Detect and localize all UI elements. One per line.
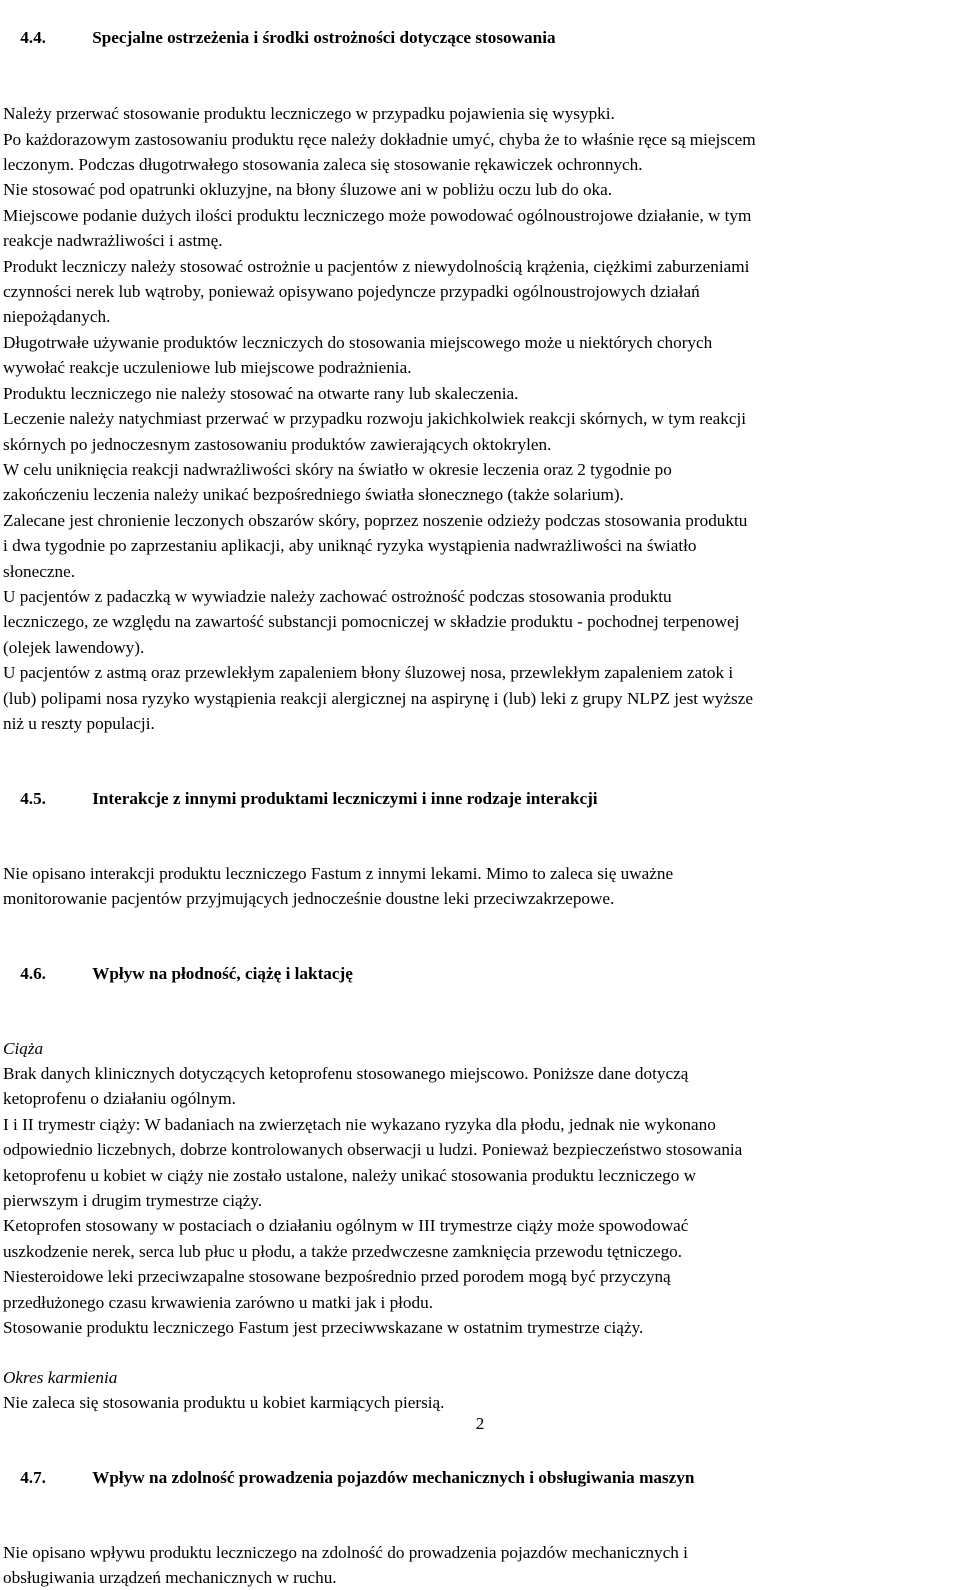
spacer — [3, 76, 953, 101]
text-line: Nie opisano wpływu produktu leczniczego na zdolność do prowadzenia pojazdów mechanicznych i — [3, 1542, 688, 1562]
section-4-7-body — [3, 1540, 953, 1590]
text-line: Długotrwałe używanie produktów leczniczych do stosowania miejscowego może u niektórych chorych — [3, 332, 713, 352]
text-line: Należy przerwać stosowanie produktu leczniczego w przypadku pojawienia się wysypki. — [3, 104, 615, 124]
text-line: Niesteroidowe leki przeciwzapalne stosowane bezpośrednio przed porodem mogą być przyczyną — [3, 1267, 671, 1287]
text-line: czynności nerek lub wątroby, ponieważ opisywano pojedyncze przypadki ogólnoustrojowych działań — [3, 282, 700, 302]
text-line: I i II trymestr ciąży: W badaniach na zwierzętach nie wykazano ryzyka dla płodu, jednak nie wykonano — [3, 1114, 716, 1134]
text-line: Stosowanie produktu leczniczego Fastum jest przeciwwskazane w ostatnim trymestrze ciąży. — [3, 1318, 644, 1338]
text-line: W celu uniknięcia reakcji nadwrażliwości skóry na światło w okresie leczenia oraz 2 tygodnie po — [3, 459, 672, 479]
spacer — [3, 911, 953, 935]
section-title: Interakcje z innymi produktami leczniczymi i inne rodzaje interakcji — [92, 788, 598, 808]
text-line: (lub) polipami nosa ryzyko wystąpienia reakcji alergicznej na aspirynę i (lub) leki z grupy NLPZ jest wyższe — [3, 688, 753, 708]
section-title: Wpływ na zdolność prowadzenia pojazdów mechanicznych i obsługiwania maszyn — [92, 1467, 695, 1487]
text-line: skórnych po jednoczesnym zastosowaniu produktów zawierających oktokrylen. — [3, 434, 552, 454]
text-line: Nie stosować pod opatrunki okluzyjne, na błony śluzowe ani w pobliżu oczu lub do oka. — [3, 180, 613, 200]
text-line: i dwa tygodnie po zaprzestaniu aplikacji, aby uniknąć ryzyka wystąpienia nadwrażliwości na światło — [3, 536, 697, 556]
text-line: monitorowanie pacjentów przyjmujących jednocześnie doustne leki przeciwzakrzepowe. — [3, 889, 615, 908]
section-4-5-body — [3, 861, 953, 912]
section-number: 4.4. — [20, 28, 46, 48]
spacer — [3, 837, 953, 861]
text-line: uszkodzenie nerek, serca lub płuc u płodu, a także przedwczesne zamknięcia przewodu tętniczego. — [3, 1241, 683, 1261]
text-line: odpowiednio liczebnych, dobrze kontrolowanych obserwacji u ludzi. Ponieważ bezpieczeństwo stosowania — [3, 1140, 743, 1160]
section-4-4-heading — [3, 0, 953, 76]
text-line: Leczenie należy natychmiast przerwać w przypadku rozwoju jakichkolwiek reakcji skórnych, w tym reakcji — [3, 409, 747, 429]
spacer — [3, 1516, 953, 1540]
section-number: 4.7. — [20, 1467, 46, 1487]
section-number: 4.5. — [20, 788, 46, 808]
subheading-breastfeeding: Okres karmienia — [3, 1367, 118, 1387]
text-line: słoneczne. — [3, 561, 76, 581]
section-title: Specjalne ostrzeżenia i środki ostrożności dotyczące stosowania — [92, 28, 556, 48]
text-line: Miejscowe podanie dużych ilości produktu leczniczego może powodować ogólnoustrojowe działanie, w tym — [3, 205, 752, 225]
text-line: Produktu leczniczego nie należy stosować na otwarte rany lub skaleczenia. — [3, 383, 519, 403]
text-line: Produkt leczniczy należy stosować ostrożnie u pacjentów z niewydolnością krążenia, ciężkimi zaburzeniami — [3, 256, 750, 276]
spacer — [3, 1341, 953, 1365]
text-line: Nie zaleca się stosowania produktu u kobiet karmiących piersią. — [3, 1392, 445, 1412]
text-line: ketoprofenu u kobiet w ciąży nie zostało ustalone, należy unikać stosowania produktu leczniczego w — [3, 1165, 696, 1185]
section-4-4-body — [3, 101, 953, 736]
text-line: Brak danych klinicznych dotyczących ketoprofenu stosowanego miejscowo. Poniższe dane dotyczą — [3, 1064, 689, 1084]
text-line: Zalecane jest chronienie leczonych obszarów skóry, poprzez noszenie odzieży podczas stosowania produktu — [3, 510, 748, 530]
subheading-pregnancy: Ciąża — [3, 1038, 44, 1058]
document-page — [3, 0, 953, 1590]
text-line: U pacjentów z astmą oraz przewlekłym zapaleniem błony śluzowej nosa, przewlekłym zapaleniem zatok i — [3, 663, 734, 683]
text-line: wywołać reakcje uczuleniowe lub miejscowe podrażnienia. — [3, 358, 412, 378]
text-line: Ketoprofen stosowany w postaciach o działaniu ogólnym w III trymestrze ciąży może spowodować — [3, 1216, 689, 1236]
section-4-7-heading — [3, 1439, 953, 1515]
text-line: (olejek lawendowy). — [3, 637, 145, 657]
spacer — [3, 736, 953, 760]
text-line: U pacjentów z padaczką w wywiadzie należy zachować ostrożność podczas stosowania produktu — [3, 586, 672, 606]
section-title: Wpływ na płodność, ciążę i laktację — [92, 963, 353, 983]
text-line: przedłużonego czasu krwawienia zarówno u matki jak i płodu. — [3, 1292, 434, 1312]
text-line: Nie opisano interakcji produktu leczniczego Fastum z innymi lekami. Mimo to zaleca się uważne — [3, 863, 674, 883]
text-line: niepożądanych. — [3, 307, 111, 327]
text-line: leczonym. Podczas długotrwałego stosowania zaleca się stosowanie rękawiczek ochronnych. — [3, 155, 643, 175]
section-number: 4.6. — [20, 963, 46, 983]
section-4-6-heading — [3, 935, 953, 1011]
text-line: niż u reszty populacji. — [3, 713, 155, 733]
text-line: ketoprofenu o działaniu ogólnym. — [3, 1089, 236, 1109]
text-line: obsługiwania urządzeń mechanicznych w ruchu. — [3, 1567, 337, 1587]
section-4-6-body — [3, 1036, 953, 1416]
text-line: reakcje nadwrażliwości i astmę. — [3, 231, 223, 251]
text-line: pierwszym i drugim trymestrze ciąży. — [3, 1191, 262, 1211]
text-line: zakończeniu leczenia należy unikać bezpośredniego światła słonecznego (także solarium). — [3, 485, 624, 505]
page-number: 2 — [475, 1414, 485, 1433]
text-line: leczniczego, ze względu na zawartość substancji pomocniczej w składzie produktu - pochodnej terpenowej — [3, 612, 740, 632]
spacer — [3, 1012, 953, 1036]
text-line: Po każdorazowym zastosowaniu produktu ręce należy dokładnie umyć, chyba że to właśnie ręce są miejscem — [3, 129, 756, 149]
section-4-5-heading — [3, 760, 953, 836]
